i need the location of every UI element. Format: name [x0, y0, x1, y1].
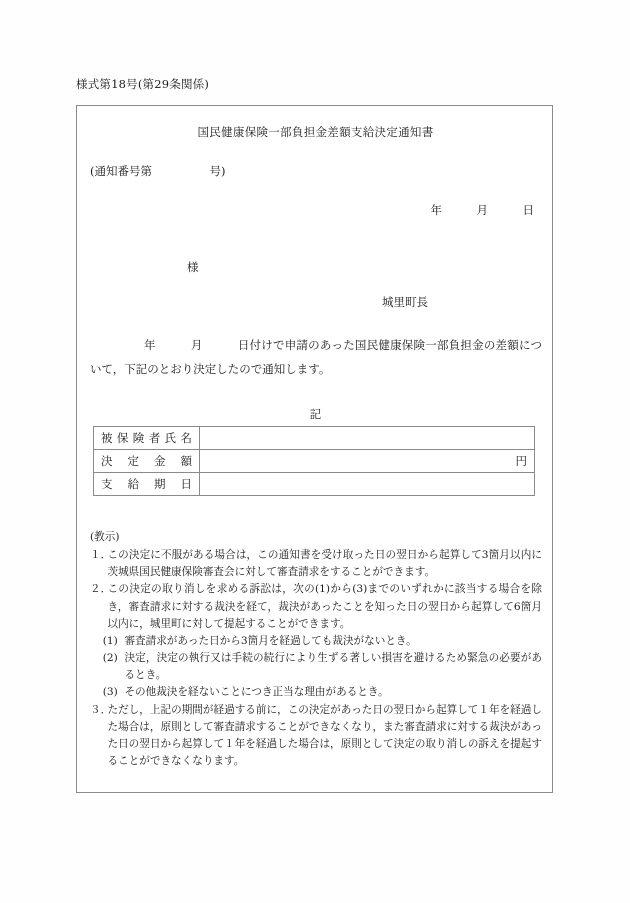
- instruction-text: この決定の取り消しを求める訴訟は，次の(1)から(3)までのいずれかに該当する場合を除き，審査請求に対する裁決を経て，裁決があったことを知った日の翌日から起算して6箇月以内に，城里町に対して提起することができます。: [107, 583, 542, 630]
- form-number-caption: 様式第18号(第29条関係): [76, 77, 210, 91]
- instruction-text: この決定に不服がある場合は，この通知書を受け取った日の翌日から起算して3箇月以内に茨城県国民健康保険審査会に対して審査請求をすることができます。: [107, 549, 542, 579]
- instruction-item-2: [90, 581, 542, 632]
- instruction-sub-marker: (1): [102, 634, 118, 647]
- table-row-label: 支給期日: [94, 473, 200, 496]
- document-title: 国民健康保険一部負担金差額支給決定通知書: [197, 125, 434, 139]
- document-frame: [76, 105, 553, 793]
- instruction-sub-item-2: [90, 650, 542, 684]
- table-row: [94, 473, 535, 496]
- instructions-heading: (教示): [90, 531, 120, 543]
- instruction-sub-item-1: [90, 633, 542, 650]
- table-row: [94, 450, 535, 473]
- table-row-label: 決定金額: [94, 450, 200, 473]
- instruction-text: ただし，上記の期間が経過する前に，この決定があった日の翌日から起算して１年を経過した場合は，原則として審査請求することができなくなり，また審査請求に対する裁決があった日の翌日から起算して１年を経過した場合は，原則として決定の取り消しの訴えを提起することができなくなります。: [107, 703, 542, 768]
- table-row: [94, 427, 535, 450]
- table-row-label: 被保険者氏名: [94, 427, 200, 450]
- notice-number-field: (通知番号第 号): [90, 164, 226, 178]
- instruction-item-3: [90, 702, 542, 771]
- instruction-marker: ２．: [90, 583, 112, 596]
- decision-table: [93, 426, 535, 496]
- instruction-marker: ３．: [90, 703, 112, 716]
- instruction-marker: １．: [90, 549, 112, 562]
- record-heading: 記: [309, 407, 322, 421]
- document-frame-inner: [77, 106, 552, 792]
- table-row-value[interactable]: [200, 427, 535, 450]
- addressee-honorific: 様: [187, 260, 199, 274]
- instruction-sub-marker: (2): [102, 652, 118, 665]
- issuer-name: 城里町長: [382, 295, 428, 309]
- table-row-value[interactable]: 円: [200, 450, 535, 473]
- instruction-sub-text: その他裁決を経ないことにつき正当な理由があるとき。: [124, 686, 389, 699]
- instruction-sub-item-3: [90, 684, 542, 701]
- table-row-value[interactable]: [200, 473, 535, 496]
- instructions-block: [90, 529, 542, 770]
- issue-date-field: 年 月 日: [430, 203, 534, 217]
- instruction-sub-marker: (3): [102, 686, 118, 699]
- instruction-sub-text: 審査請求があった日から3箇月を経過しても裁決がないとき。: [124, 634, 417, 647]
- body-paragraph: 年 月 日付けで申請のあった国民健康保険一部負担金の差額について，下記のとおり決定したので通知します。: [90, 338, 542, 376]
- instruction-item-1: [90, 547, 542, 581]
- instruction-sub-text: 決定，決定の執行又は手続の続行により生ずる著しい損害を避けるため緊急の必要があるとき。: [124, 652, 542, 682]
